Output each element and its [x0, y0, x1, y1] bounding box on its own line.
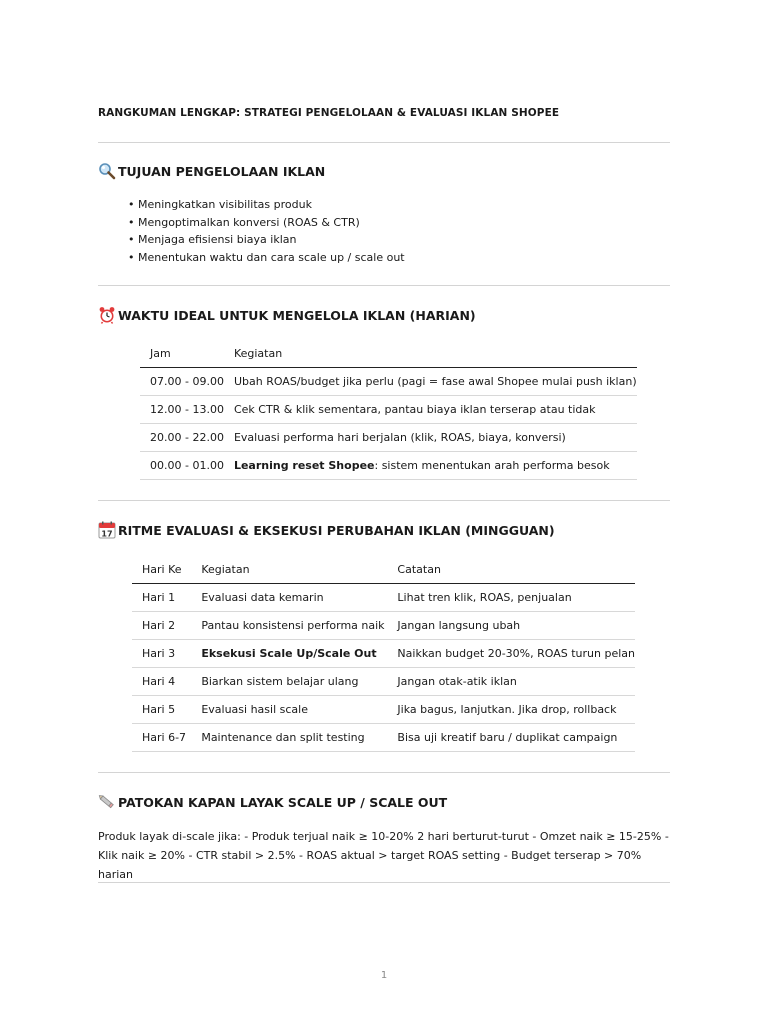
section-daily-heading: WAKTU IDEAL UNTUK MENGELOLA IKLAN (HARIAN)	[118, 307, 476, 323]
section-goals-title	[98, 162, 325, 180]
table-row	[132, 668, 635, 696]
page-number: 1	[380, 970, 388, 981]
cell-kegiatan: Evaluasi hasil scale	[191, 696, 387, 724]
section-criteria-title	[98, 793, 447, 811]
divider	[98, 882, 670, 883]
table-row	[132, 696, 635, 724]
cell-kegiatan: Cek CTR & klik sementara, pantau biaya iklan terserap atau tidak	[224, 396, 637, 424]
cell-kegiatan: Eksekusi Scale Up/Scale Out	[191, 640, 387, 668]
cell-catatan: Bisa uji kreatif baru / duplikat campaign	[387, 724, 635, 752]
table-row	[132, 612, 635, 640]
cell-catatan: Naikkan budget 20-30%, ROAS turun pelan	[387, 640, 635, 668]
goals-list	[128, 196, 405, 266]
cell-hari: Hari 6-7	[132, 724, 191, 752]
list-item: • Menentukan waktu dan cara scale up / scale out	[128, 250, 405, 264]
cell-hari: Hari 3	[132, 640, 191, 668]
table-header-row	[132, 555, 635, 584]
column-header-kegiatan: Kegiatan	[224, 339, 637, 368]
weekly-rhythm-table	[132, 555, 635, 752]
column-header-jam: Jam	[140, 339, 224, 368]
divider	[98, 500, 670, 501]
cell-catatan: Jangan langsung ubah	[387, 612, 635, 640]
divider	[98, 772, 670, 773]
cell-catatan: Lihat tren klik, ROAS, penjualan	[387, 584, 635, 612]
alarm-clock-icon	[98, 306, 116, 324]
column-header-hari: Hari Ke	[132, 555, 191, 584]
table-header-row	[140, 339, 637, 368]
table-row	[140, 424, 637, 452]
cell-kegiatan: Evaluasi data kemarin	[191, 584, 387, 612]
table-row	[140, 368, 637, 396]
document-title: RANGKUMAN LENGKAP: STRATEGI PENGELOLAAN & EVALUASI IKLAN SHOPEE	[98, 107, 560, 119]
criteria-paragraph: Produk layak di-scale jika: - Produk terjual naik ≥ 10-20% 2 hari berturut-turut - Omzet naik ≥ 15-25% - Klik naik ≥ 20% - CTR stabil > 2.5% - ROAS aktual > target ROAS setting - Budget terserap > 70% harian	[98, 830, 669, 881]
cell-jam: 00.00 - 01.00	[140, 452, 224, 480]
cell-hari: Hari 1	[132, 584, 191, 612]
list-item: • Meningkatkan visibilitas produk	[128, 198, 312, 211]
cell-text: : sistem menentukan arah performa besok	[374, 459, 610, 472]
cell-kegiatan	[224, 452, 637, 480]
column-header-catatan: Catatan	[387, 555, 635, 584]
magnifier-icon	[98, 162, 116, 180]
divider	[98, 285, 670, 286]
table-row	[132, 584, 635, 612]
cell-hari: Hari 4	[132, 668, 191, 696]
section-weekly-title	[98, 521, 555, 539]
section-criteria-heading: PATOKAN KAPAN LAYAK SCALE UP / SCALE OUT	[118, 794, 448, 810]
cell-catatan: Jika bagus, lanjutkan. Jika drop, rollback	[387, 696, 635, 724]
cell-kegiatan: Maintenance dan split testing	[191, 724, 387, 752]
pencil-icon	[98, 793, 116, 811]
table-row	[140, 396, 637, 424]
section-weekly-heading: RITME EVALUASI & EKSEKUSI PERUBAHAN IKLAN (MINGGUAN)	[118, 522, 555, 538]
list-item: • Mengoptimalkan konversi (ROAS & CTR)	[128, 215, 360, 229]
bold-text: Learning reset Shopee	[233, 459, 375, 472]
cell-kegiatan: Pantau konsistensi performa naik	[191, 612, 387, 640]
daily-schedule-table	[140, 339, 637, 480]
table-row	[140, 452, 637, 480]
cell-kegiatan: Evaluasi performa hari berjalan (klik, ROAS, biaya, konversi)	[224, 424, 637, 452]
cell-kegiatan: Ubah ROAS/budget jika perlu (pagi = fase awal Shopee mulai push iklan)	[224, 368, 637, 396]
column-header-kegiatan: Kegiatan	[191, 555, 387, 584]
cell-hari: Hari 2	[132, 612, 191, 640]
cell-jam: 07.00 - 09.00	[140, 368, 224, 396]
cell-hari: Hari 5	[132, 696, 191, 724]
cell-kegiatan: Biarkan sistem belajar ulang	[191, 668, 387, 696]
table-row	[132, 640, 635, 668]
divider	[98, 142, 670, 143]
cell-jam: 20.00 - 22.00	[140, 424, 224, 452]
list-item: • Menjaga efisiensi biaya iklan	[128, 233, 297, 246]
cell-catatan: Jangan otak-atik iklan	[387, 668, 635, 696]
svg-text:17: 17	[101, 529, 113, 539]
calendar-icon	[98, 521, 116, 539]
section-daily-title	[98, 306, 476, 324]
table-row	[132, 724, 635, 752]
section-goals-heading: TUJUAN PENGELOLAAN IKLAN	[118, 163, 326, 179]
cell-jam: 12.00 - 13.00	[140, 396, 224, 424]
